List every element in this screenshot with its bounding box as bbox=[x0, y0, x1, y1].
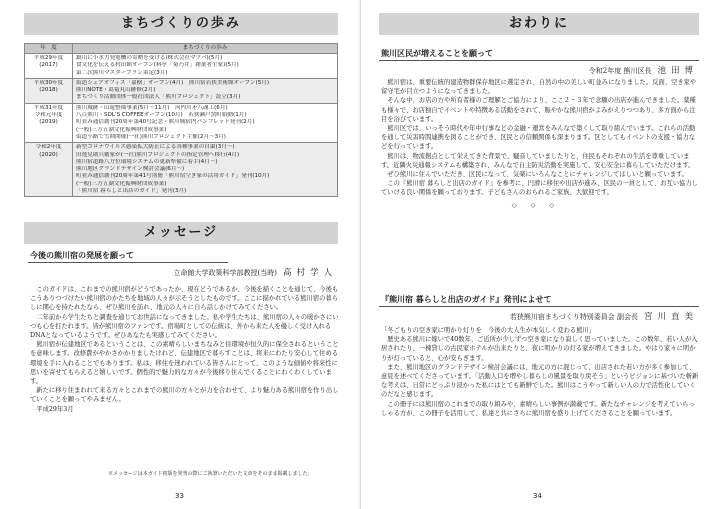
history-year-cell bbox=[25, 103, 73, 142]
history-item: 町並み通信創刊20周年第41号別冊「熊川宿空き家の活用ガイド」発刊(10月) bbox=[76, 173, 270, 180]
section2-author: 宮川直美 bbox=[643, 312, 698, 322]
history-item: 鎮川に小水力発電機の寄贈を受ける(株式会社マツバ)(5月) bbox=[76, 55, 223, 61]
section2-paragraph: また、熊川地区のグランドデザイン検討会議には、地元の方に混じって、出店された若い方が多く参加して、意見を述べてくださっています。「活動人口を増やし暮らしの風景を取り戻そう」というビジョンに基づいた斬新な考えは、日常にどっぷり浸かった私にはとても新鮮でした。熊川はこうやって新しい人の力で活性化していくのだなと感じます。 bbox=[381, 363, 699, 399]
title-underline bbox=[28, 262, 228, 263]
author-byline bbox=[174, 266, 337, 278]
year-label: 平成31年度 bbox=[33, 104, 64, 111]
history-item: 第二次熊川マスタープラン策定(3月) bbox=[76, 69, 168, 76]
year-label: 平成30年度 bbox=[33, 79, 64, 86]
page-number-left: 33 bbox=[175, 492, 184, 500]
history-table-body bbox=[25, 54, 338, 197]
section1-affiliation: 令和2年度 熊川区長 bbox=[588, 67, 652, 75]
message-paragraph: 熊川宿が伝建地区であるということは、この素晴らしいまちなみと住環境が恒久的に保全されるということを意味します。改修費がやかさかかりましたけれど、伝建地区で暮らすことは、将来にわたり安心して住める環境を手に入れることでもあります。私は、移住を迷われている皆さんにとって、このような価値や将来性に思いを寄せてもらえると嬉しいです。個性的で魅力的な方々が今後移り住んでくることにわくわくしています。 bbox=[30, 341, 339, 386]
history-year-cell bbox=[25, 78, 73, 103]
history-item: 街道シェアオフィス「嘉樹」オープン(4月) 熊川宿若狭美術館オープン(5月) bbox=[76, 79, 270, 86]
history-row bbox=[25, 143, 338, 197]
history-item: (一般)三方五湖文化振興財団成事業) bbox=[76, 180, 167, 187]
history-year-cell bbox=[25, 54, 73, 79]
history-row bbox=[25, 54, 338, 79]
history-items-cell bbox=[73, 78, 338, 103]
section1-body bbox=[381, 78, 699, 213]
section1-paragraph: 熊川宿は、重要伝統的建造物群保存地区に選定され、自然の中の美しい町並みになりました。反面、空き家や留守宅が目立つようになってきました。 bbox=[381, 79, 697, 96]
year-label: 平成29年度 bbox=[33, 55, 64, 61]
history-items-cell bbox=[73, 103, 338, 142]
right-page bbox=[361, 0, 720, 509]
message-paragraph: 新たに移り住まわれて来る方々とこれまでの熊川の方々とが力を合わせて、より魅力ある熊川宿を作り出していくことを願ってやみません。 bbox=[30, 387, 339, 404]
history-item: 「熊川宿 暮らしと出店のガイド」発刊(3月) bbox=[76, 188, 187, 195]
section2-paragraph: 歴史ある熊川に嫁いで40数年、ご近所が少しずつ空き家になり寂しく思っていました。この数年、若い人が入居されたり、一棟貸しの古民家ホテルが出来たりと、夜に明かりの灯る家が増えてきました。やはり家々に明かりが灯っていると、心が安らぎます。 bbox=[381, 336, 698, 362]
year-column-header: 年 度 bbox=[25, 44, 73, 54]
history-item: 町並み通信創刊20周年第40号記念・熊川城宿内パンフレット発刊(2月) bbox=[76, 119, 255, 126]
year-label: (2018) bbox=[39, 87, 58, 94]
section1-paragraph: この『熊川宿 暮らしと出店のガイド』を参考に、円滑に移住や出店が進み、区民の一員として、お互い協力していける良い関係を願っております。子どもさんのおられるご家族、大歓迎です。 bbox=[381, 180, 698, 197]
section2-title: 『熊川宿 暮らしと出店のガイド』発刊によせて bbox=[381, 295, 552, 304]
message-paragraph: このガイドは、これまでの熊川宿がどうであったか、現在どうであるか、今後を描くことを通じて、今後もこうありつづけたい熊川宿のかたちを地域の人々が示そうとしたものです。ここに描かれている熊川宿の暮らしに関心を持たれたなら、ぜひ熊川を訪れ、地元の人々に自ら話しかけてみてください。 bbox=[30, 286, 339, 312]
history-item: 新型コロナウイルス感染拡大防止による各種事業の自粛(3月〜) bbox=[76, 144, 235, 151]
history-item: 熊川NOTE・葛篭丸山跡修(2月) bbox=[76, 87, 156, 94]
history-item: 熊川城跡・山遊整備事業(5月〜11月) 河内川矛八魂工(6月) bbox=[76, 104, 228, 111]
history-banner: まちづくりの歩み bbox=[24, 13, 338, 35]
history-row bbox=[25, 103, 338, 142]
message-body bbox=[30, 285, 340, 414]
history-row bbox=[25, 78, 338, 103]
year-label: 令和2年度 bbox=[35, 144, 62, 151]
year-label: (2019) bbox=[39, 119, 58, 126]
history-items-cell bbox=[73, 54, 338, 79]
history-item: 熊川宿道路八方位環境システムの更新準備に着手(4月〜) bbox=[76, 158, 218, 165]
section1-paragraph: 熊川は、物流拠点として栄えてきた背景で、騒音していましたりと、住民もそれぞれの生活を尊重しています。近隣火災通報システムも構築され、みんなで自主防災活動を実施して、安心安全に暮らしていただけます。 bbox=[381, 152, 695, 169]
history-item: まちづくり活動団体一般社団法人「熊川プロジェクト」設立(3月) bbox=[76, 94, 241, 101]
author-affiliation: 立命館大学政策科学部教授(当時) bbox=[173, 269, 277, 277]
section1-paragraph: そんな中、お店の方や所有者様のご理解とご協力により、ここ２・３年で念願の出店が進んできました。薬種も様々で、お店独自でイベントや特徴ある活動をされて、賑やかな熊川宿がよみがえりつつあり、多方面から注目を浴びています。 bbox=[381, 97, 696, 123]
section2-quote: 「冬ごもりの空き家に明かり灯りを 今後の大人生が本気しく変わる熊川」 bbox=[381, 327, 596, 334]
section2-body bbox=[381, 326, 699, 418]
closing-banner: おわりに bbox=[379, 13, 699, 35]
section1-paragraph: 熊川区では、いっそう時代や年中行事などの金融・運営をみんなで築くして取り組んでいます。これらの活動を通して災害時間連携を図ることができ、区民との信頼関係も深まります。区としてもイベントの支援・協力などを行っています。 bbox=[381, 125, 696, 151]
history-item: (一般)三方五湖文化振興財団成事業) bbox=[76, 126, 167, 133]
signoff-date: 平成29年3月 bbox=[36, 405, 74, 413]
footnote: ※メッセージは本ガイド初版を発刊の際にご執筆いただいた文章をそのまま掲載しました。 bbox=[108, 471, 313, 477]
message-banner: メッセージ bbox=[24, 222, 338, 244]
history-item: 食文化を伝える村田館オープン(料亭「菊乃井」創業者生家)(5月) bbox=[76, 62, 239, 69]
section2-affiliation: 若狭熊川宿まちづくり特別委員会 副会長 bbox=[509, 313, 638, 321]
section2-rule bbox=[379, 306, 699, 307]
year-label: (2017) bbox=[39, 62, 58, 69]
history-table bbox=[24, 43, 338, 197]
page-number-right: 34 bbox=[533, 492, 542, 500]
history-item: 旧逸見勘兵衛家が(一社)熊川プロジェクトの指定管理へ移行(4月) bbox=[76, 151, 240, 158]
separator-dots: ◇◇◇ bbox=[511, 201, 569, 209]
history-year-cell bbox=[25, 143, 73, 197]
section1-title: 熊川区民が増えることを願って bbox=[381, 49, 493, 58]
section2-byline bbox=[510, 310, 698, 322]
left-page bbox=[0, 0, 359, 509]
section1-author: 池田博 bbox=[657, 66, 698, 76]
history-items-cell bbox=[73, 143, 338, 197]
year-label: (2020) bbox=[39, 151, 58, 158]
section1-paragraph: ぜひ熊川に住んでいただき、区民になって、気楽にいろんなことにチャレンジしてほしいと願っています。 bbox=[387, 171, 689, 179]
message-paragraph: 二年前から学生たちと調査を通じてお世話になってきました。私や学生たちは、熊川宿の人々の暖かさにいつも心を打たれます。皆が熊川宿のファンです。宿場町としての伝統は、外から来た人を優しく受け入れるDNAとなっているようです。ぜひあなたも実感してみてください。 bbox=[30, 313, 339, 340]
section2-paragraph: この冊子には熊川宿のこれまでの取り組みや、素晴らしい事例が満載です。新たなチャレンジを考えていらっしゃる方が、この冊子を活用して、私達と共にさらに熊川宿を盛り上げてくださることを願っています。 bbox=[381, 400, 695, 417]
year-label: 令和元年度 bbox=[34, 112, 63, 119]
article-title: 今後の熊川宿の発展を願って bbox=[30, 251, 134, 260]
history-item: 街道小路で雪囲開催(一社)熊川プロジェクト主催(2月〜3月) bbox=[76, 133, 226, 140]
author-name: 高村学人 bbox=[282, 268, 337, 278]
history-item: 熊川地区グランドデザイン検討会議(6月〜) bbox=[76, 166, 185, 173]
section1-rule bbox=[379, 60, 699, 61]
history-column-header: まちづくりの歩み bbox=[73, 44, 338, 54]
section1-byline bbox=[589, 64, 698, 76]
history-item: 八百熊川・SOL'S COFFEEオープン(10月) 若狭瀬戸窯町始動(1月) bbox=[76, 112, 247, 119]
